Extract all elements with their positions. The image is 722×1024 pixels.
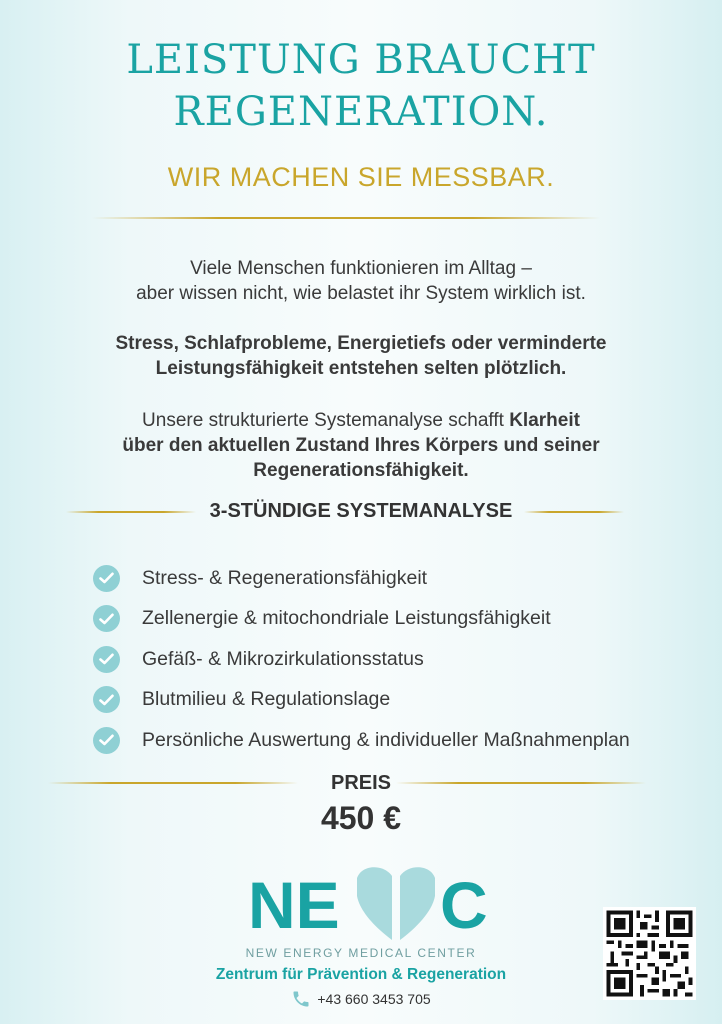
intro-p3-bold2: über den aktuellen Zustand Ihres Körpers und seiner bbox=[122, 435, 600, 456]
gold-divider-top bbox=[92, 217, 600, 219]
list-item bbox=[93, 639, 693, 680]
intro-paragraph-2 bbox=[60, 331, 662, 381]
intro-p1-line1: Viele Menschen funktionieren im Alltag – bbox=[190, 258, 532, 279]
intro-p3-bold1: Klarheit bbox=[509, 410, 580, 431]
headline-line-2: REGENERATION. bbox=[173, 89, 549, 135]
section-title-text: 3-STÜNDIGE SYSTEMANALYSE bbox=[209, 500, 513, 522]
phone-icon bbox=[291, 989, 311, 1012]
phone-number: +43 660 3453 705 bbox=[317, 991, 431, 1008]
nemc-logo bbox=[248, 866, 488, 942]
section-title bbox=[0, 500, 722, 523]
price-value: 450 € bbox=[320, 800, 402, 836]
list-item bbox=[93, 558, 693, 599]
headline-line-1: LEISTUNG BRAUCHT bbox=[126, 37, 596, 83]
check-icon bbox=[93, 727, 120, 754]
page-subheadline: WIR MACHEN SIE MESSBAR. bbox=[167, 162, 555, 192]
check-icon bbox=[93, 565, 120, 592]
qr-code-icon[interactable] bbox=[603, 907, 696, 1000]
heart-logo-icon bbox=[354, 866, 438, 946]
feature-text: Persönliche Auswertung & individueller Maßnahmenplan bbox=[142, 728, 630, 751]
intro-p1-line2: aber wissen nicht, wie belastet ihr System wirklich ist. bbox=[136, 283, 586, 304]
list-item bbox=[93, 680, 693, 721]
feature-list bbox=[93, 558, 693, 761]
page-headline bbox=[0, 34, 722, 138]
check-icon bbox=[93, 605, 120, 632]
list-item bbox=[93, 599, 693, 640]
intro-p2-line1: Stress, Schlafprobleme, Energietiefs oder verminderte bbox=[115, 333, 607, 354]
feature-text: Blutmilieu & Regulationslage bbox=[142, 688, 391, 711]
intro-paragraph-1 bbox=[60, 256, 662, 306]
feature-text: Zellenergie & mitochondriale Leistungsfähigkeit bbox=[142, 607, 551, 630]
intro-paragraph-3 bbox=[60, 408, 662, 483]
logo-subtitle: NEW ENERGY MEDICAL CENTER bbox=[245, 946, 477, 960]
logo-letters-right: C bbox=[440, 868, 488, 942]
intro-p3-normal: Unsere strukturierte Systemanalyse schafft bbox=[142, 410, 510, 431]
intro-p3-bold3: Regenerationsfähigkeit. bbox=[253, 460, 469, 481]
check-icon bbox=[93, 646, 120, 673]
feature-text: Stress- & Regenerationsfähigkeit bbox=[142, 566, 428, 589]
logo-letters-left: NE bbox=[248, 868, 340, 942]
tagline: Zentrum für Prävention & Regeneration bbox=[215, 966, 507, 983]
list-item bbox=[93, 720, 693, 761]
price-label: PREIS bbox=[330, 772, 392, 794]
intro-p2-line2: Leistungsfähigkeit entstehen selten plötzlich. bbox=[155, 358, 567, 379]
check-icon bbox=[93, 686, 120, 713]
feature-text: Gefäß- & Mikrozirkulationsstatus bbox=[142, 647, 424, 670]
